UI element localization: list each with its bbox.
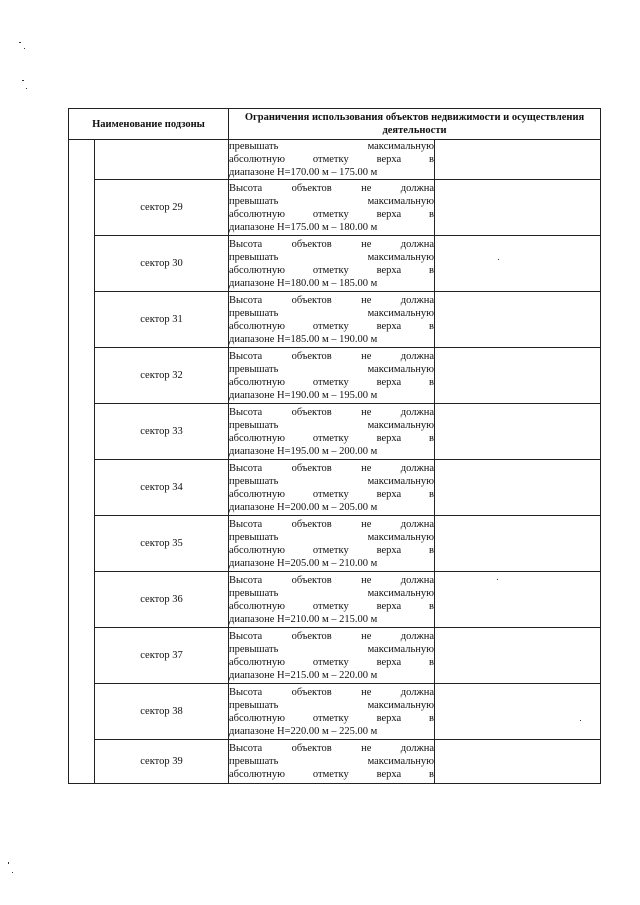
text-line: абсолютную отметку верха в: [229, 376, 434, 388]
text-line: Высота объектов не должна: [229, 182, 434, 194]
table-row: [69, 516, 601, 572]
restriction-text-cell: [229, 628, 435, 684]
table-row: [69, 348, 601, 404]
restriction-text-cell: [229, 516, 435, 572]
text-line: диапазоне Н=195.00 м – 200.00 м: [229, 445, 378, 457]
table-header-row: [69, 109, 601, 140]
extra-cell: [435, 740, 601, 784]
text-line: превышать максимальную: [229, 643, 434, 655]
sector-name-cell: сектор 31: [95, 292, 229, 348]
table-row: [69, 404, 601, 460]
table-row: [69, 292, 601, 348]
text-line: Высота объектов не должна: [229, 294, 434, 306]
text-line: диапазоне Н=180.00 м – 185.00 м: [229, 277, 378, 289]
text-line: диапазоне Н=190.00 м – 195.00 м: [229, 389, 378, 401]
text-line: диапазоне Н=215.00 м – 220.00 м: [229, 669, 378, 681]
sector-name-cell: сектор 36: [95, 572, 229, 628]
extra-cell: [435, 460, 601, 516]
text-line: абсолютную отметку верха в: [229, 488, 434, 500]
text-line: диапазоне Н=205.00 м – 210.00 м: [229, 557, 378, 569]
text-line: диапазоне Н=175.00 м – 180.00 м: [229, 221, 378, 233]
table-row: [69, 460, 601, 516]
text-line: Высота объектов не должна: [229, 406, 434, 418]
text-line: абсолютную отметку верха в: [229, 432, 434, 444]
sector-name-cell: сектор 30: [95, 236, 229, 292]
table-row: [69, 236, 601, 292]
text-line: абсолютную отметку верха в: [229, 769, 434, 780]
text-line: диапазоне Н=210.00 м – 215.00 м: [229, 613, 378, 625]
restriction-text-cell: [229, 572, 435, 628]
restriction-text-cell: [229, 292, 435, 348]
text-line: превышать максимальную: [229, 251, 434, 263]
text-line: превышать максимальную: [229, 141, 434, 152]
text-line: Высота объектов не должна: [229, 238, 434, 250]
extra-cell: [435, 140, 601, 180]
text-line: абсолютную отметку верха в: [229, 208, 434, 220]
text-line: превышать максимальную: [229, 363, 434, 375]
text-line: диапазоне Н=185.00 м – 190.00 м: [229, 333, 378, 345]
extra-cell: [435, 516, 601, 572]
text-line: Высота объектов не должна: [229, 630, 434, 642]
restriction-text-cell: [229, 180, 435, 236]
table-row: [69, 140, 601, 180]
restriction-text-cell: [229, 348, 435, 404]
text-line: превышать максимальную: [229, 307, 434, 319]
sector-name-cell: сектор 32: [95, 348, 229, 404]
text-line: Высота объектов не должна: [229, 743, 434, 754]
extra-cell: [435, 236, 601, 292]
text-line: абсолютную отметку верха в: [229, 544, 434, 556]
restriction-text-cell: [229, 404, 435, 460]
restriction-text-cell: [229, 460, 435, 516]
table-row: [69, 684, 601, 740]
restrictions-table: [68, 108, 601, 784]
text-line: абсолютную отметку верха в: [229, 712, 434, 724]
table-row: [69, 572, 601, 628]
text-line: превышать максимальную: [229, 475, 434, 487]
text-line: Высота объектов не должна: [229, 686, 434, 698]
table-row: [69, 628, 601, 684]
text-line: абсолютную отметку верха в: [229, 320, 434, 332]
restriction-text-cell: [229, 236, 435, 292]
sector-name-cell: сектор 35: [95, 516, 229, 572]
text-line: превышать максимальную: [229, 419, 434, 431]
text-line: диапазоне Н=170.00 м – 175.00 м: [229, 167, 378, 178]
extra-cell: [435, 572, 601, 628]
left-blank-column: [69, 140, 95, 784]
text-line: абсолютную отметку верха в: [229, 154, 434, 165]
text-line: превышать максимальную: [229, 699, 434, 711]
table-row: [69, 180, 601, 236]
sector-name-cell: сектор 38: [95, 684, 229, 740]
sector-name-cell: сектор 33: [95, 404, 229, 460]
sector-cell-empty: [95, 140, 229, 180]
text-line: превышать максимальную: [229, 195, 434, 207]
table-row: [69, 740, 601, 784]
text-line: Высота объектов не должна: [229, 462, 434, 474]
text-line: диапазоне Н=200.00 м – 205.00 м: [229, 501, 378, 513]
restriction-text-cell: [229, 140, 435, 180]
restriction-text-cell: [229, 740, 435, 784]
text-line: абсолютную отметку верха в: [229, 264, 434, 276]
text-line: Высота объектов не должна: [229, 350, 434, 362]
header-subzone-name: Наименование подзоны: [69, 109, 229, 140]
text-line: абсолютную отметку верха в: [229, 600, 434, 612]
sector-name-cell: сектор 34: [95, 460, 229, 516]
text-line: превышать максимальную: [229, 531, 434, 543]
sector-name-cell: сектор 39: [95, 740, 229, 784]
text-line: Высота объектов не должна: [229, 518, 434, 530]
extra-cell: [435, 180, 601, 236]
text-line: диапазоне Н=220.00 м – 225.00 м: [229, 725, 378, 737]
restriction-text-cell: [229, 684, 435, 740]
sector-name-cell: сектор 29: [95, 180, 229, 236]
text-line: абсолютную отметку верха в: [229, 656, 434, 668]
extra-cell: [435, 404, 601, 460]
extra-cell: [435, 684, 601, 740]
extra-cell: [435, 348, 601, 404]
text-line: Высота объектов не должна: [229, 574, 434, 586]
header-restrictions: Ограничения использования объектов недвижимости и осуществления деятельности: [229, 109, 601, 140]
extra-cell: [435, 292, 601, 348]
text-line: превышать максимальную: [229, 587, 434, 599]
extra-cell: [435, 628, 601, 684]
sector-name-cell: сектор 37: [95, 628, 229, 684]
text-line: превышать максимальную: [229, 756, 434, 767]
